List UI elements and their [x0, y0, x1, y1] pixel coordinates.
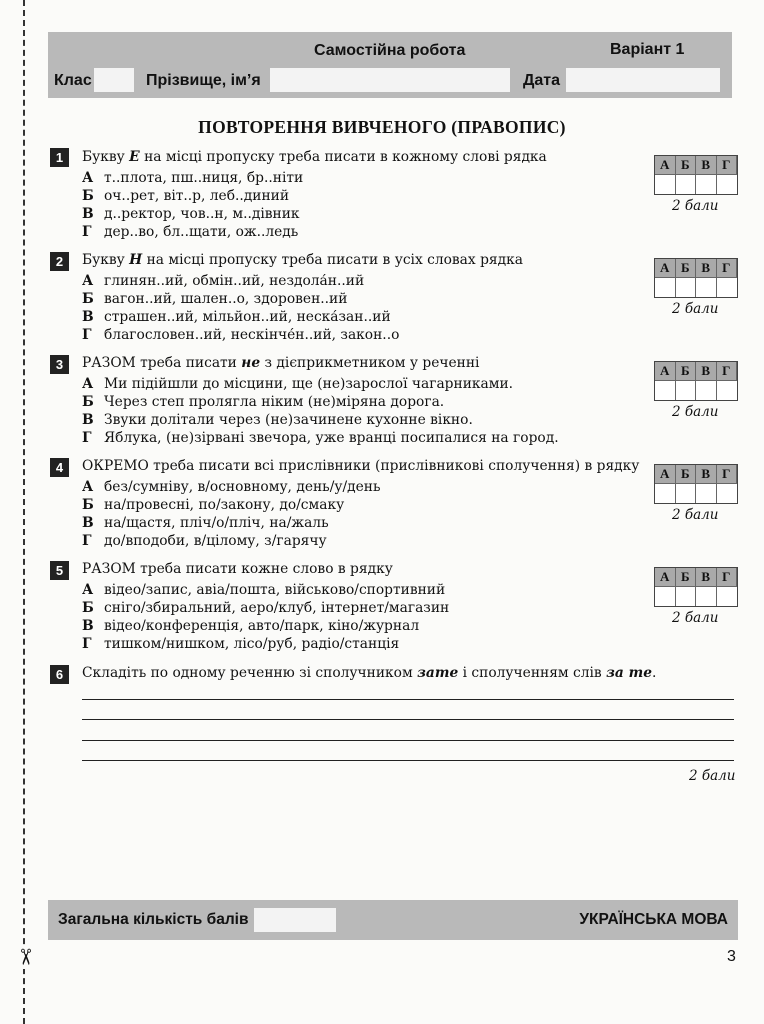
question-text: Складіть по одному реченню зі сполучником зате і сполученням слів за те. [82, 665, 657, 681]
name-label: Прізвище, ім’я [146, 72, 261, 89]
answer-cell[interactable] [676, 380, 697, 400]
answer-cell[interactable] [717, 174, 738, 194]
option-b: Б вагон..ий, шален..о, здоровен..ий [82, 291, 348, 307]
option-a: А Ми підійшли до місцини, ще (не)зарослої чагарниками. [82, 376, 514, 392]
option-c: В страшен..ий, мільйон..ий, неска́зан..ий [82, 309, 391, 325]
worksheet-header [48, 32, 732, 98]
option-a: А без/сумніву, в/основному, день/у/день [82, 479, 381, 495]
answer-line[interactable] [82, 719, 734, 720]
answer-cell[interactable] [676, 483, 697, 503]
question-text: РАЗОМ треба писати кожне слово в рядку [82, 561, 393, 577]
option-c: В на/щастя, пліч/о/пліч, на/жаль [82, 515, 329, 531]
option-b: Б на/провесні, по/закону, до/смаку [82, 497, 345, 513]
answer-cell[interactable] [676, 586, 697, 606]
question-number: 2 [50, 252, 69, 271]
class-field[interactable] [94, 68, 134, 92]
answer-cell[interactable] [696, 586, 717, 606]
answer-cell[interactable] [655, 380, 676, 400]
answer-cell[interactable] [717, 483, 738, 503]
answer-cell[interactable] [696, 483, 717, 503]
option-b: Б сніго/збиральний, аеро/клуб, інтернет/магазин [82, 600, 450, 616]
page-number: 3 [727, 948, 736, 965]
option-a: А т..плота, пш..ниця, бр..ніти [82, 170, 304, 186]
answer-grid: А Б В Г [654, 361, 738, 401]
answer-line[interactable] [82, 740, 734, 741]
option-d: Г до/вподоби, в/цілому, з/гарячу [82, 533, 327, 549]
option-d: Г дер..во, бл..щати, ож..ледь [82, 224, 299, 240]
answer-cell[interactable] [655, 174, 676, 194]
section-title: ПОВТОРЕННЯ ВИВЧЕНОГО (ПРАВОПИС) [198, 117, 566, 137]
answer-grid: А Б В Г [654, 258, 738, 298]
variant-label: Варіант 1 [610, 41, 685, 58]
total-points-field[interactable] [254, 908, 336, 932]
option-c: В відео/конференція, авто/парк, кіно/журнал [82, 618, 420, 634]
points-label: 2 бали [672, 198, 719, 214]
answer-cell[interactable] [655, 277, 676, 297]
worksheet-footer [48, 900, 738, 940]
question-number: 4 [50, 458, 69, 477]
answer-line[interactable] [82, 760, 734, 761]
answer-cell[interactable] [717, 586, 738, 606]
answer-line[interactable] [82, 699, 734, 700]
cut-line [23, 0, 25, 1024]
question-number: 3 [50, 355, 69, 374]
points-label: 2 бали [672, 404, 719, 420]
work-title: Самостійна робота [314, 42, 466, 59]
option-d: Г благословен..ий, нескінче́н..ий, закон..о [82, 327, 400, 343]
answer-grid: А Б В Г [654, 567, 738, 607]
points-label: 2 бали [672, 507, 719, 523]
points-label: 2 бали [689, 768, 736, 784]
points-label: 2 бали [672, 610, 719, 626]
points-label: 2 бали [672, 301, 719, 317]
answer-cell[interactable] [696, 174, 717, 194]
option-c: В д..ректор, чов..н, м..дівник [82, 206, 300, 222]
question-number: 6 [50, 665, 69, 684]
total-points-label: Загальна кількість балів [58, 911, 249, 928]
option-a: А глинян..ий, обмін..ий, нездола́н..ий [82, 273, 365, 289]
subject-label: УКРАЇНСЬКА МОВА [579, 911, 728, 928]
answer-cell[interactable] [676, 174, 697, 194]
date-label: Дата [523, 72, 561, 89]
answer-cell[interactable] [717, 277, 738, 297]
scissors-icon: ✂ [9, 945, 39, 969]
answer-cell[interactable] [696, 380, 717, 400]
question-text: ОКРЕМО треба писати всі прислівники (прислівникові сполучення) в рядку [82, 458, 640, 474]
question-text: Букву Е на місці пропуску треба писати в кожному слові рядка [82, 149, 547, 165]
answer-grid: А Б В Г [654, 155, 738, 195]
answer-cell[interactable] [676, 277, 697, 297]
option-c: В Звуки долітали через (не)зачинене кухонне вікно. [82, 412, 473, 428]
class-label: Клас [54, 72, 92, 89]
question-text: Букву Н на місці пропуску треба писати в усіх словах рядка [82, 252, 523, 268]
option-d: Г Яблука, (не)зірвані звечора, уже вранці посипалися на город. [82, 430, 559, 446]
question-number: 1 [50, 148, 69, 167]
answer-cell[interactable] [717, 380, 738, 400]
option-b: Б Через степ пролягла ніким (не)міряна дорога. [82, 394, 445, 410]
date-field[interactable] [566, 68, 720, 92]
answer-cell[interactable] [655, 483, 676, 503]
question-text: РАЗОМ треба писати не з дієприкметником у реченні [82, 355, 480, 371]
name-field[interactable] [270, 68, 510, 92]
question-number: 5 [50, 561, 69, 580]
answer-cell[interactable] [655, 586, 676, 606]
option-b: Б оч..рет, віт..р, леб..диний [82, 188, 290, 204]
option-a: А відео/запис, авіа/пошта, військово/спортивний [82, 582, 446, 598]
option-d: Г тишком/нишком, лісо/руб, радіо/станція [82, 636, 400, 652]
answer-cell[interactable] [696, 277, 717, 297]
answer-grid: А Б В Г [654, 464, 738, 504]
